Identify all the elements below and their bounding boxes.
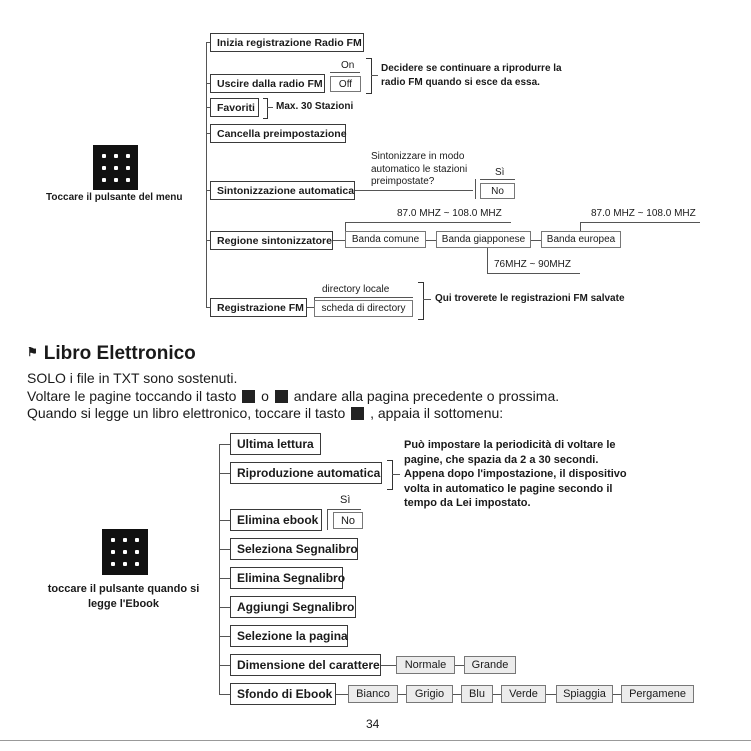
exit-bracket: [366, 58, 372, 94]
ebook-autoplay-note: Può impostare la periodicità di voltare le pagine, che spazia da 2 a 30 secondi. Appena dopo l'impostazione, il dispositivo volta in automatico le pagine secondo il tempo da Lei impostato.: [404, 439, 627, 509]
ebook-item-font-size[interactable]: Dimensione del carattere: [230, 654, 381, 676]
ebook-trunk-line: [219, 444, 220, 695]
ebook-trigger-label: toccare il pulsante quando si legge l'Ebook: [47, 583, 200, 610]
fm-trunk-line: [206, 42, 207, 307]
ebook-item-add-bookmark[interactable]: Aggiungi Segnalibro: [230, 596, 356, 618]
ebook-item-select-page[interactable]: Selezione la pagina: [230, 625, 348, 647]
fm-item-clear-preset[interactable]: Cancella preimpostazione: [210, 124, 346, 143]
ebook-item-delete[interactable]: Elimina ebook: [230, 509, 322, 531]
ebook-bg-green[interactable]: Verde: [501, 685, 546, 703]
ebook-item-delete-bookmark[interactable]: Elimina Segnalibro: [230, 567, 343, 589]
fm-region-japan[interactable]: Banda giapponese: [436, 231, 531, 248]
ebook-delete-no[interactable]: No: [333, 512, 363, 529]
fm-item-recording[interactable]: Registrazione FM: [210, 298, 307, 317]
fm-range-japan: 76MHZ ~ 90MHZ: [494, 259, 571, 270]
fm-item-exit[interactable]: Uscire dalla radio FM: [210, 74, 325, 93]
flag-icon: ⚑: [27, 345, 38, 359]
ebook-item-last-read[interactable]: Ultima lettura: [230, 433, 321, 455]
fm-range-common: 87.0 MHZ ~ 108.0 MHZ: [397, 208, 502, 219]
fm-rec-card[interactable]: scheda di directory: [314, 300, 413, 317]
ebook-para-2: Voltare le pagine toccando il tasto o andare alla pagina precedente o prossima.: [27, 388, 560, 404]
favorites-bracket: [263, 98, 268, 119]
fm-item-region[interactable]: Regione sintonizzatore: [210, 231, 333, 250]
fm-region-europe[interactable]: Banda europea: [541, 231, 621, 248]
next-key-icon: [275, 390, 288, 403]
menu-grid-icon: [93, 145, 138, 190]
fm-item-start-recording[interactable]: Inizia registrazione Radio FM: [210, 33, 364, 52]
ebook-para-3: Quando si legge un libro elettronico, toccare il tasto , appaia il sottomenu:: [27, 405, 504, 421]
ebook-font-normal[interactable]: Normale: [396, 656, 455, 674]
ebook-menu-grid-icon: [102, 529, 148, 575]
ebook-font-large[interactable]: Grande: [464, 656, 516, 674]
ebook-item-autoplay[interactable]: Riproduzione automatica: [230, 462, 382, 484]
ebook-bg-blue[interactable]: Blu: [461, 685, 493, 703]
fm-exit-note: Decidere se continuare a riprodurre la radio FM quando si esce da essa.: [381, 63, 562, 88]
fm-item-favorites[interactable]: Favoriti: [210, 98, 259, 117]
ebook-item-background[interactable]: Sfondo di Ebook: [230, 683, 336, 705]
ebook-bg-gray[interactable]: Grigio: [406, 685, 453, 703]
bottom-rule: [0, 740, 751, 741]
menu-key-icon: [351, 407, 364, 420]
fm-trigger-label: Toccare il pulsante del menu: [46, 192, 183, 203]
ebook-bg-parchment[interactable]: Pergamene: [621, 685, 694, 703]
ebook-para-1: SOLO i file in TXT sono sostenuti.: [27, 370, 238, 386]
fm-autotune-no[interactable]: No: [480, 183, 515, 199]
fm-region-common[interactable]: Banda comune: [345, 231, 426, 248]
fm-exit-off[interactable]: Off: [330, 76, 361, 92]
autoplay-bracket: [387, 460, 393, 490]
page-number: 34: [366, 717, 380, 731]
fm-range-europe: 87.0 MHZ ~ 108.0 MHZ: [591, 208, 696, 219]
fm-autotune-question: Sintonizzare in modo automatico le stazioni preimpostate?: [371, 151, 468, 187]
fm-favorites-note: Max. 30 Stazioni: [276, 101, 354, 112]
ebook-item-select-bookmark[interactable]: Seleziona Segnalibro: [230, 538, 358, 560]
ebook-section-title: ⚑ Libro Elettronico: [27, 343, 196, 364]
fm-exit-on[interactable]: On: [341, 60, 355, 71]
ebook-bg-white[interactable]: Bianco: [348, 685, 398, 703]
recording-bracket: [418, 282, 424, 320]
fm-autotune-yes[interactable]: Sì: [495, 167, 505, 178]
ebook-bg-beach[interactable]: Spiaggia: [556, 685, 613, 703]
ebook-delete-yes[interactable]: Sì: [340, 494, 351, 506]
fm-rec-note: Qui troverete le registrazioni FM salvate: [435, 293, 625, 304]
prev-key-icon: [242, 390, 255, 403]
fm-rec-local[interactable]: directory locale: [322, 284, 390, 295]
fm-item-autotune[interactable]: Sintonizzazione automatica: [210, 181, 355, 200]
